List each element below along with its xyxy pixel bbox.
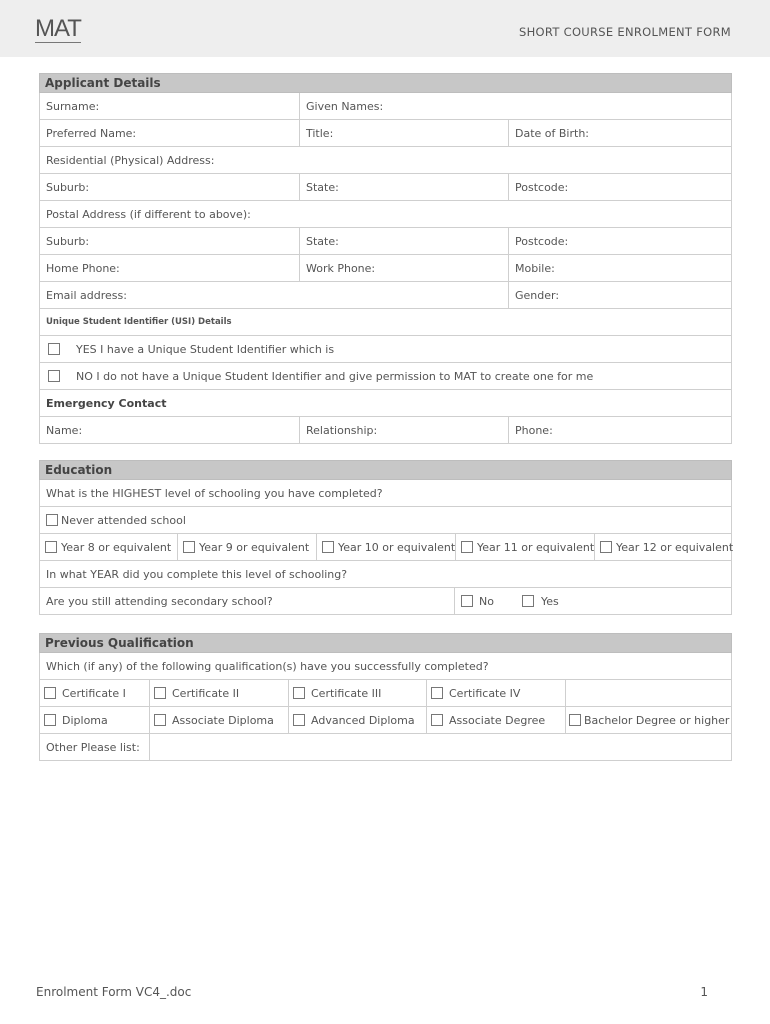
diploma-checkbox[interactable] xyxy=(44,714,56,726)
year-8-checkbox[interactable] xyxy=(45,541,57,553)
usi-yes-option[interactable] xyxy=(40,336,731,362)
certificate-iii-option[interactable] xyxy=(288,680,426,706)
certificate-i-label: Certificate I xyxy=(62,686,126,700)
usi-heading-row xyxy=(39,309,732,336)
associate-degree-option[interactable] xyxy=(426,707,565,733)
emergency-heading-row xyxy=(39,390,732,417)
never-attended-row xyxy=(39,507,732,534)
email-field[interactable]: Email address: xyxy=(46,288,127,302)
surname-field[interactable]: Surname: xyxy=(46,99,100,113)
ec-phone-field[interactable]: Phone: xyxy=(508,417,731,443)
dob-field[interactable]: Date of Birth: xyxy=(508,120,731,146)
year-completed-row xyxy=(39,561,732,588)
certificate-ii-label: Certificate II xyxy=(172,686,240,700)
qualification-heading: Previous Qualification xyxy=(39,633,732,653)
year-10-option[interactable] xyxy=(316,534,455,560)
year-12-option[interactable] xyxy=(594,534,734,560)
still-attending-question: Are you still attending secondary school? xyxy=(46,594,273,608)
never-attended-checkbox[interactable] xyxy=(46,514,58,526)
usi-no-label: NO I do not have a Unique Student Identifier and give permission to MAT to create one for me xyxy=(76,369,594,383)
year-12-checkbox[interactable] xyxy=(600,541,612,553)
certificate-iv-label: Certificate IV xyxy=(449,686,521,700)
education-heading: Education xyxy=(39,460,732,480)
associate-diploma-label: Associate Diploma xyxy=(172,713,274,727)
usi-yes-label: YES I have a Unique Student Identifier which is xyxy=(76,342,335,356)
postal-suburb-field[interactable]: Suburb: xyxy=(46,234,90,248)
still-attending-no-checkbox[interactable] xyxy=(461,595,473,607)
usi-yes-checkbox[interactable] xyxy=(48,343,60,355)
postal-row xyxy=(39,201,732,228)
title-field[interactable]: Title: xyxy=(299,120,508,146)
postal-postcode-field[interactable]: Postcode: xyxy=(508,228,731,254)
postcode-field[interactable]: Postcode: xyxy=(508,174,731,200)
home-phone-field[interactable]: Home Phone: xyxy=(46,261,120,275)
still-attending-no-label: No xyxy=(479,594,494,608)
usi-no-row xyxy=(39,363,732,390)
phone-row xyxy=(39,255,732,282)
year-8-option[interactable] xyxy=(40,534,177,560)
year-options-row xyxy=(39,534,732,561)
still-attending-row xyxy=(39,588,732,615)
qualification-question: Which (if any) of the following qualification(s) have you successfully completed? xyxy=(46,659,489,673)
ec-name-field[interactable]: Name: xyxy=(46,423,83,437)
associate-degree-label: Associate Degree xyxy=(449,713,546,727)
bachelor-degree-option[interactable] xyxy=(565,707,731,733)
postal-address-field[interactable]: Postal Address (if different to above): xyxy=(46,207,251,221)
year-10-label: Year 10 or equivalent xyxy=(338,540,456,554)
year-12-label: Year 12 or equivalent xyxy=(616,540,734,554)
degree-row xyxy=(39,707,732,734)
given-names-field[interactable]: Given Names: xyxy=(299,93,731,119)
year-11-label: Year 11 or equivalent xyxy=(477,540,595,554)
year-8-label: Year 8 or equivalent xyxy=(61,540,172,554)
applicant-details-section xyxy=(39,73,732,444)
form-title: SHORT COURSE ENROLMENT FORM xyxy=(518,25,731,39)
certificate-i-checkbox[interactable] xyxy=(44,687,56,699)
mobile-field[interactable]: Mobile: xyxy=(508,255,731,281)
year-10-checkbox[interactable] xyxy=(322,541,334,553)
state-field[interactable]: State: xyxy=(299,174,508,200)
bachelor-degree-checkbox[interactable] xyxy=(569,714,581,726)
associate-diploma-option[interactable] xyxy=(149,707,288,733)
residential-address-field[interactable]: Residential (Physical) Address: xyxy=(46,153,215,167)
year-11-option[interactable] xyxy=(455,534,594,560)
ec-relationship-field[interactable]: Relationship: xyxy=(299,417,508,443)
usi-no-checkbox[interactable] xyxy=(48,370,60,382)
usi-yes-row xyxy=(39,336,732,363)
certificate-ii-checkbox[interactable] xyxy=(154,687,166,699)
email-row xyxy=(39,282,732,309)
other-row xyxy=(39,734,732,761)
still-attending-yes-label: Yes xyxy=(540,594,559,608)
footer-doc-name: Enrolment Form VC4_.doc xyxy=(36,985,192,999)
mat-logo: MAT xyxy=(35,15,81,42)
preferred-name-field[interactable]: Preferred Name: xyxy=(46,126,137,140)
residential-suburb-row xyxy=(39,174,732,201)
bachelor-degree-label: Bachelor Degree or higher xyxy=(584,713,730,727)
emergency-row xyxy=(39,417,732,444)
advanced-diploma-option[interactable] xyxy=(288,707,426,733)
highest-question: What is the HIGHEST level of schooling you have completed? xyxy=(46,486,383,500)
year-11-checkbox[interactable] xyxy=(461,541,473,553)
other-label: Other Please list: xyxy=(46,740,140,754)
year-9-label: Year 9 or equivalent xyxy=(199,540,310,554)
year-9-option[interactable] xyxy=(177,534,316,560)
certificate-ii-option[interactable] xyxy=(149,680,288,706)
name-row xyxy=(39,93,732,120)
certificate-iv-option[interactable] xyxy=(426,680,565,706)
diploma-option[interactable] xyxy=(40,707,149,733)
still-attending-yes-checkbox[interactable] xyxy=(522,595,534,607)
year-completed-field[interactable]: In what YEAR did you complete this level of schooling? xyxy=(46,567,348,581)
associate-diploma-checkbox[interactable] xyxy=(154,714,166,726)
advanced-diploma-label: Advanced Diploma xyxy=(311,713,415,727)
certificate-iii-checkbox[interactable] xyxy=(293,687,305,699)
associate-degree-checkbox[interactable] xyxy=(431,714,443,726)
preferred-row xyxy=(39,120,732,147)
other-input[interactable] xyxy=(149,734,731,760)
diploma-label: Diploma xyxy=(62,713,108,727)
certificate-iv-checkbox[interactable] xyxy=(431,687,443,699)
suburb-field[interactable]: Suburb: xyxy=(46,180,90,194)
qualification-question-row xyxy=(39,653,732,680)
postal-suburb-row xyxy=(39,228,732,255)
never-attended-option[interactable] xyxy=(40,507,731,533)
never-attended-label: Never attended school xyxy=(61,513,186,527)
footer-page-number: 1 xyxy=(700,985,708,999)
certificate-empty-cell xyxy=(565,680,731,706)
applicant-details-heading: Applicant Details xyxy=(39,73,732,93)
postal-state-field[interactable]: State: xyxy=(299,228,508,254)
gender-field[interactable]: Gender: xyxy=(508,282,731,308)
certificate-i-option[interactable] xyxy=(40,680,149,706)
usi-heading: Unique Student Identifier (USI) Details xyxy=(46,317,232,327)
certificate-row xyxy=(39,680,732,707)
qualification-section xyxy=(39,633,732,761)
certificate-iii-label: Certificate III xyxy=(311,686,382,700)
still-attending-options xyxy=(454,588,731,614)
advanced-diploma-checkbox[interactable] xyxy=(293,714,305,726)
education-section xyxy=(39,460,732,615)
work-phone-field[interactable]: Work Phone: xyxy=(299,255,508,281)
highest-question-row xyxy=(39,480,732,507)
usi-no-option[interactable] xyxy=(40,363,731,389)
year-9-checkbox[interactable] xyxy=(183,541,195,553)
residential-row xyxy=(39,147,732,174)
emergency-contact-heading: Emergency Contact xyxy=(46,396,167,410)
